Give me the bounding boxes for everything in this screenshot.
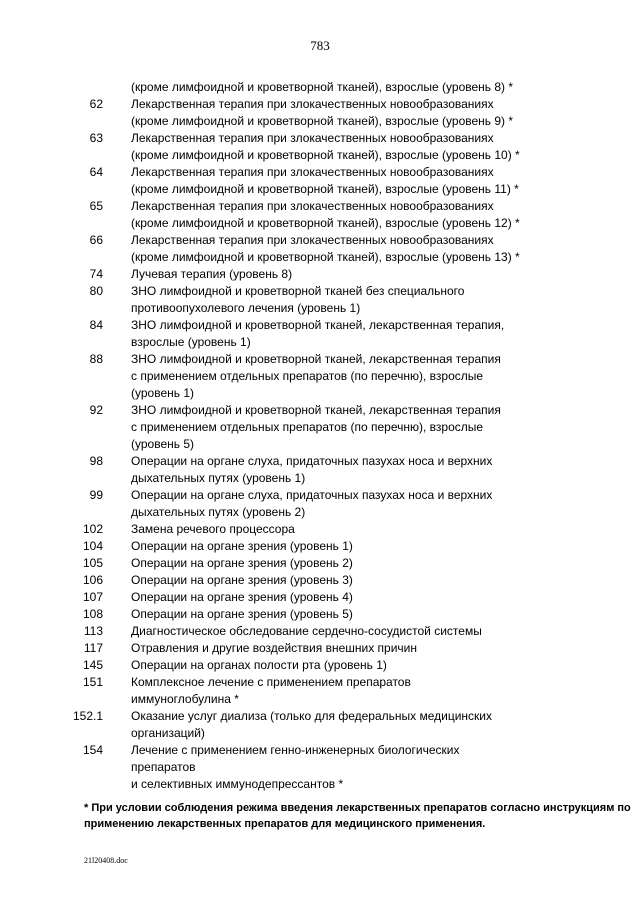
list-item <box>0 283 640 317</box>
description-line: Замена речевого процессора <box>131 522 295 536</box>
item-code: 88 <box>89 352 103 366</box>
description-line: дыхательных путях (уровень 1) <box>131 471 306 485</box>
description-line: Комплексное лечение с применением препаратов <box>131 675 411 689</box>
list-item <box>0 589 640 606</box>
list-item <box>0 96 640 130</box>
description-line: Лекарственная терапия при злокачественных новообразованиях <box>131 131 494 145</box>
item-description <box>131 351 571 402</box>
item-code: 107 <box>82 590 103 604</box>
list-item <box>0 538 640 555</box>
description-line: Отравления и другие воздействия внешних причин <box>131 641 418 655</box>
description-line: (кроме лимфоидной и кроветворной тканей), взрослые (уровень 13) * <box>131 250 520 264</box>
description-line: (кроме лимфоидной и кроветворной тканей), взрослые (уровень 12) * <box>131 216 520 230</box>
list-item <box>0 742 640 793</box>
description-line: (уровень 1) <box>131 386 195 400</box>
item-description <box>131 402 571 453</box>
item-code: 108 <box>82 607 103 621</box>
list-item <box>0 164 640 198</box>
list-item <box>0 572 640 589</box>
description-line: Оказание услуг диализа (только для федеральных медицинских <box>131 709 492 723</box>
item-description <box>131 130 571 164</box>
item-code: 63 <box>89 131 103 145</box>
item-code: 117 <box>83 641 103 655</box>
description-line: организаций) <box>131 726 205 740</box>
footnote-line: применению лекарственных препаратов для медицинского применения. <box>84 818 486 830</box>
item-description <box>131 623 571 640</box>
description-line: ЗНО лимфоидной и кроветворной тканей, лекарственная терапия <box>131 403 501 417</box>
list-item <box>0 79 640 96</box>
list-item <box>0 640 640 657</box>
item-description <box>131 538 571 555</box>
item-code: 80 <box>89 284 103 298</box>
item-description <box>131 572 571 589</box>
description-line: Диагностическое обследование сердечно-сосудистой системы <box>131 624 482 638</box>
item-description <box>131 589 571 606</box>
item-code: 98 <box>89 454 103 468</box>
list-item <box>0 555 640 572</box>
item-description <box>131 232 571 266</box>
item-code: 64 <box>89 165 103 179</box>
description-line: (кроме лимфоидной и кроветворной тканей), взрослые (уровень 10) * <box>131 148 520 162</box>
item-code: 105 <box>82 556 103 570</box>
list-item <box>0 317 640 351</box>
item-description <box>131 640 571 657</box>
description-line: Лекарственная терапия при злокачественных новообразованиях <box>131 97 494 111</box>
list-item <box>0 674 640 708</box>
item-description <box>131 164 571 198</box>
list-item <box>0 657 640 674</box>
item-description <box>131 79 571 96</box>
item-description <box>131 283 571 317</box>
page-number: 783 <box>310 38 330 53</box>
item-code: 152.1 <box>72 709 103 723</box>
item-code: 106 <box>82 573 103 587</box>
description-line: Операции на органе слуха, придаточных пазухах носа и верхних <box>131 454 493 468</box>
list-item <box>0 521 640 538</box>
description-line: и селективных иммунодепрессантов * <box>131 777 344 791</box>
item-description <box>131 521 571 538</box>
description-line: Лучевая терапия (уровень 8) <box>131 267 293 281</box>
description-line: Операции на органе зрения (уровень 4) <box>131 590 353 604</box>
description-line: (кроме лимфоидной и кроветворной тканей), взрослые (уровень 11) * <box>131 182 519 196</box>
item-description <box>131 555 571 572</box>
description-line: Операции на органе зрения (уровень 3) <box>131 573 353 587</box>
description-line: Операции на органах полости рта (уровень 1) <box>131 658 387 672</box>
description-line: препаратов <box>131 760 196 774</box>
list-item <box>0 487 640 521</box>
list-item <box>0 623 640 640</box>
item-description <box>131 657 571 674</box>
item-code: 65 <box>89 199 103 213</box>
description-line: взрослые (уровень 1) <box>131 335 251 349</box>
item-description <box>131 606 571 623</box>
description-line: ЗНО лимфоидной и кроветворной тканей, лекарственная терапия <box>131 352 501 366</box>
list-item <box>0 351 640 402</box>
description-line: Операции на органе зрения (уровень 2) <box>131 556 353 570</box>
description-line: ЗНО лимфоидной и кроветворной тканей, лекарственная терапия, <box>131 318 505 332</box>
description-line: Лекарственная терапия при злокачественных новообразованиях <box>131 165 494 179</box>
item-description <box>131 742 571 793</box>
item-code: 92 <box>89 403 103 417</box>
item-code <box>0 79 103 96</box>
item-code: 102 <box>82 522 103 536</box>
item-code: 104 <box>82 539 103 553</box>
description-line: (кроме лимфоидной и кроветворной тканей), взрослые (уровень 8) * <box>131 80 514 94</box>
item-code: 113 <box>83 624 103 638</box>
description-line: дыхательных путях (уровень 2) <box>131 505 306 519</box>
description-line: иммуноглобулина * <box>131 692 239 706</box>
description-line: Лекарственная терапия при злокачественных новообразованиях <box>131 199 494 213</box>
description-line: Операции на органе зрения (уровень 1) <box>131 539 353 553</box>
list-item <box>0 453 640 487</box>
item-code: 145 <box>82 658 103 672</box>
description-line: с применением отдельных препаратов (по перечню), взрослые <box>131 369 484 383</box>
item-code: 74 <box>89 267 103 281</box>
description-line: Лечение с применением генно-инженерных биологических <box>131 743 460 757</box>
item-code: 66 <box>89 233 103 247</box>
item-description <box>131 708 571 742</box>
list-item <box>0 606 640 623</box>
list-item <box>0 266 640 283</box>
footnote-line: * При условии соблюдения режима введения лекарственных препаратов согласно инструкциям по <box>84 802 631 814</box>
item-description <box>131 96 571 130</box>
item-code: 151 <box>82 675 103 689</box>
list-item <box>0 198 640 232</box>
list-item <box>0 402 640 453</box>
item-description <box>131 674 571 708</box>
procedure-list <box>0 79 640 793</box>
description-line: с применением отдельных препаратов (по перечню), взрослые <box>131 420 484 434</box>
item-code: 99 <box>89 488 103 502</box>
description-line: (уровень 5) <box>131 437 195 451</box>
description-line: противоопухолевого лечения (уровень 1) <box>131 301 361 315</box>
item-code: 154 <box>82 743 103 757</box>
list-item <box>0 130 640 164</box>
item-description <box>131 453 571 487</box>
file-name: 21l20408.doc <box>84 856 128 865</box>
list-item <box>0 232 640 266</box>
description-line: Операции на органе слуха, придаточных пазухах носа и верхних <box>131 488 493 502</box>
item-description <box>131 317 571 351</box>
description-line: Лекарственная терапия при злокачественных новообразованиях <box>131 233 494 247</box>
item-description <box>131 266 571 283</box>
list-item <box>0 708 640 742</box>
description-line: Операции на органе зрения (уровень 5) <box>131 607 353 621</box>
item-description <box>131 487 571 521</box>
item-code: 62 <box>89 97 103 111</box>
item-description <box>131 198 571 232</box>
footnote <box>84 800 631 832</box>
description-line: (кроме лимфоидной и кроветворной тканей), взрослые (уровень 9) * <box>131 114 514 128</box>
description-line: ЗНО лимфоидной и кроветворной тканей без специального <box>131 284 465 298</box>
item-code: 84 <box>89 318 103 332</box>
